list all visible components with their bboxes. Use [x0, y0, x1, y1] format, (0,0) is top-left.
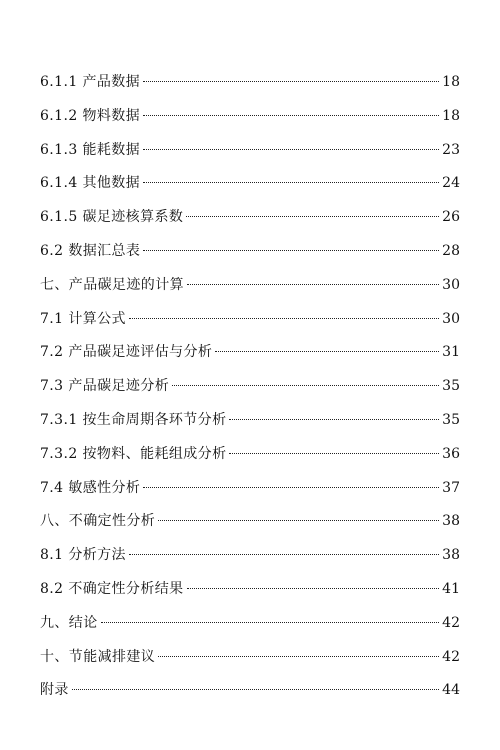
toc-leader-dots [158, 520, 439, 521]
toc-leader-dots [229, 419, 439, 420]
toc-entry-page: 35 [442, 411, 460, 428]
toc-entry-page: 31 [442, 344, 460, 361]
toc-entry[interactable] [40, 66, 460, 100]
toc-entry[interactable] [40, 438, 460, 472]
toc-entry-title: 6.1.1 产品数据 [40, 74, 141, 90]
toc-entry-page: 28 [442, 242, 460, 259]
toc-leader-dots [143, 487, 439, 488]
toc-entry-page: 41 [442, 580, 460, 597]
toc-entry[interactable] [40, 167, 460, 201]
toc-entry-page: 36 [442, 445, 460, 462]
toc-leader-dots [215, 351, 439, 352]
toc-leader-dots [101, 622, 440, 623]
toc-entry-page: 38 [442, 513, 460, 530]
toc-entry-title: 6.1.4 其他数据 [40, 175, 141, 192]
toc-entry[interactable] [40, 336, 460, 370]
toc-entry-title: 7.3.1 按生命周期各环节分析 [40, 411, 227, 428]
toc-entry-title: 7.3.2 按物料、能耗组成分析 [40, 445, 227, 462]
toc-entry-title: 7.4 敏感性分析 [40, 479, 141, 496]
toc-entry-page: 37 [442, 479, 460, 496]
toc-entry-page: 35 [442, 378, 460, 395]
toc-entry-page: 30 [442, 276, 460, 293]
toc-entry[interactable] [40, 505, 460, 539]
toc-leader-dots [129, 318, 439, 319]
toc-entry-page: 38 [442, 547, 460, 564]
toc-entry-title: 6.1.2 物料数据 [40, 107, 141, 124]
toc-leader-dots [187, 588, 440, 589]
toc-entry-page: 24 [442, 175, 460, 192]
toc-entry-page: 23 [442, 141, 460, 158]
toc-entry-page: 18 [442, 107, 460, 124]
toc-leader-dots [143, 250, 439, 251]
toc-leader-dots [143, 149, 439, 150]
toc-entry-page: 26 [442, 209, 460, 226]
toc-entry[interactable] [40, 674, 460, 708]
toc-entry[interactable] [40, 269, 460, 303]
toc-entry-title: 7.1 计算公式 [40, 310, 126, 327]
toc-leader-dots [143, 81, 439, 82]
toc-entry[interactable] [40, 573, 460, 607]
toc-entry[interactable] [40, 134, 460, 168]
toc-entry-title: 8.2 不确定性分析结果 [40, 580, 184, 597]
toc-entry-title: 八、不确定性分析 [40, 513, 156, 530]
toc-leader-dots [186, 216, 439, 217]
toc-entry[interactable] [40, 641, 460, 675]
toc-entry[interactable] [40, 303, 460, 337]
toc-entry-title: 8.1 分析方法 [40, 547, 126, 564]
toc-entry-title: 附录 [40, 682, 69, 699]
toc-leader-dots [172, 385, 439, 386]
table-of-contents [40, 66, 460, 708]
toc-entry-title: 6.2 数据汇总表 [40, 242, 141, 259]
toc-leader-dots [143, 115, 439, 116]
toc-entry-title: 7.2 产品碳足迹评估与分析 [40, 344, 213, 361]
toc-entry-page: 44 [442, 682, 460, 699]
toc-leader-dots [158, 656, 439, 657]
toc-leader-dots [72, 689, 439, 690]
toc-entry-title: 7.3 产品碳足迹分析 [40, 378, 170, 395]
toc-entry[interactable] [40, 404, 460, 438]
toc-entry-title: 十、节能减排建议 [40, 648, 156, 665]
toc-entry-page: 42 [442, 648, 460, 665]
toc-entry-page: 42 [442, 614, 460, 631]
toc-entry[interactable] [40, 100, 460, 134]
toc-entry-title: 6.1.5 碳足迹核算系数 [40, 209, 184, 226]
toc-entry-page: 30 [442, 310, 460, 327]
toc-leader-dots [187, 284, 439, 285]
toc-entry[interactable] [40, 607, 460, 641]
toc-entry-title: 九、结论 [40, 614, 98, 631]
toc-leader-dots [143, 182, 439, 183]
toc-entry-page: 18 [442, 74, 460, 90]
toc-entry-title: 七、产品碳足迹的计算 [40, 276, 184, 293]
toc-entry[interactable] [40, 539, 460, 573]
toc-entry[interactable] [40, 370, 460, 404]
toc-entry[interactable] [40, 201, 460, 235]
toc-leader-dots [229, 453, 439, 454]
toc-entry[interactable] [40, 235, 460, 269]
toc-leader-dots [129, 554, 439, 555]
toc-entry-title: 6.1.3 能耗数据 [40, 141, 141, 158]
toc-entry[interactable] [40, 472, 460, 506]
